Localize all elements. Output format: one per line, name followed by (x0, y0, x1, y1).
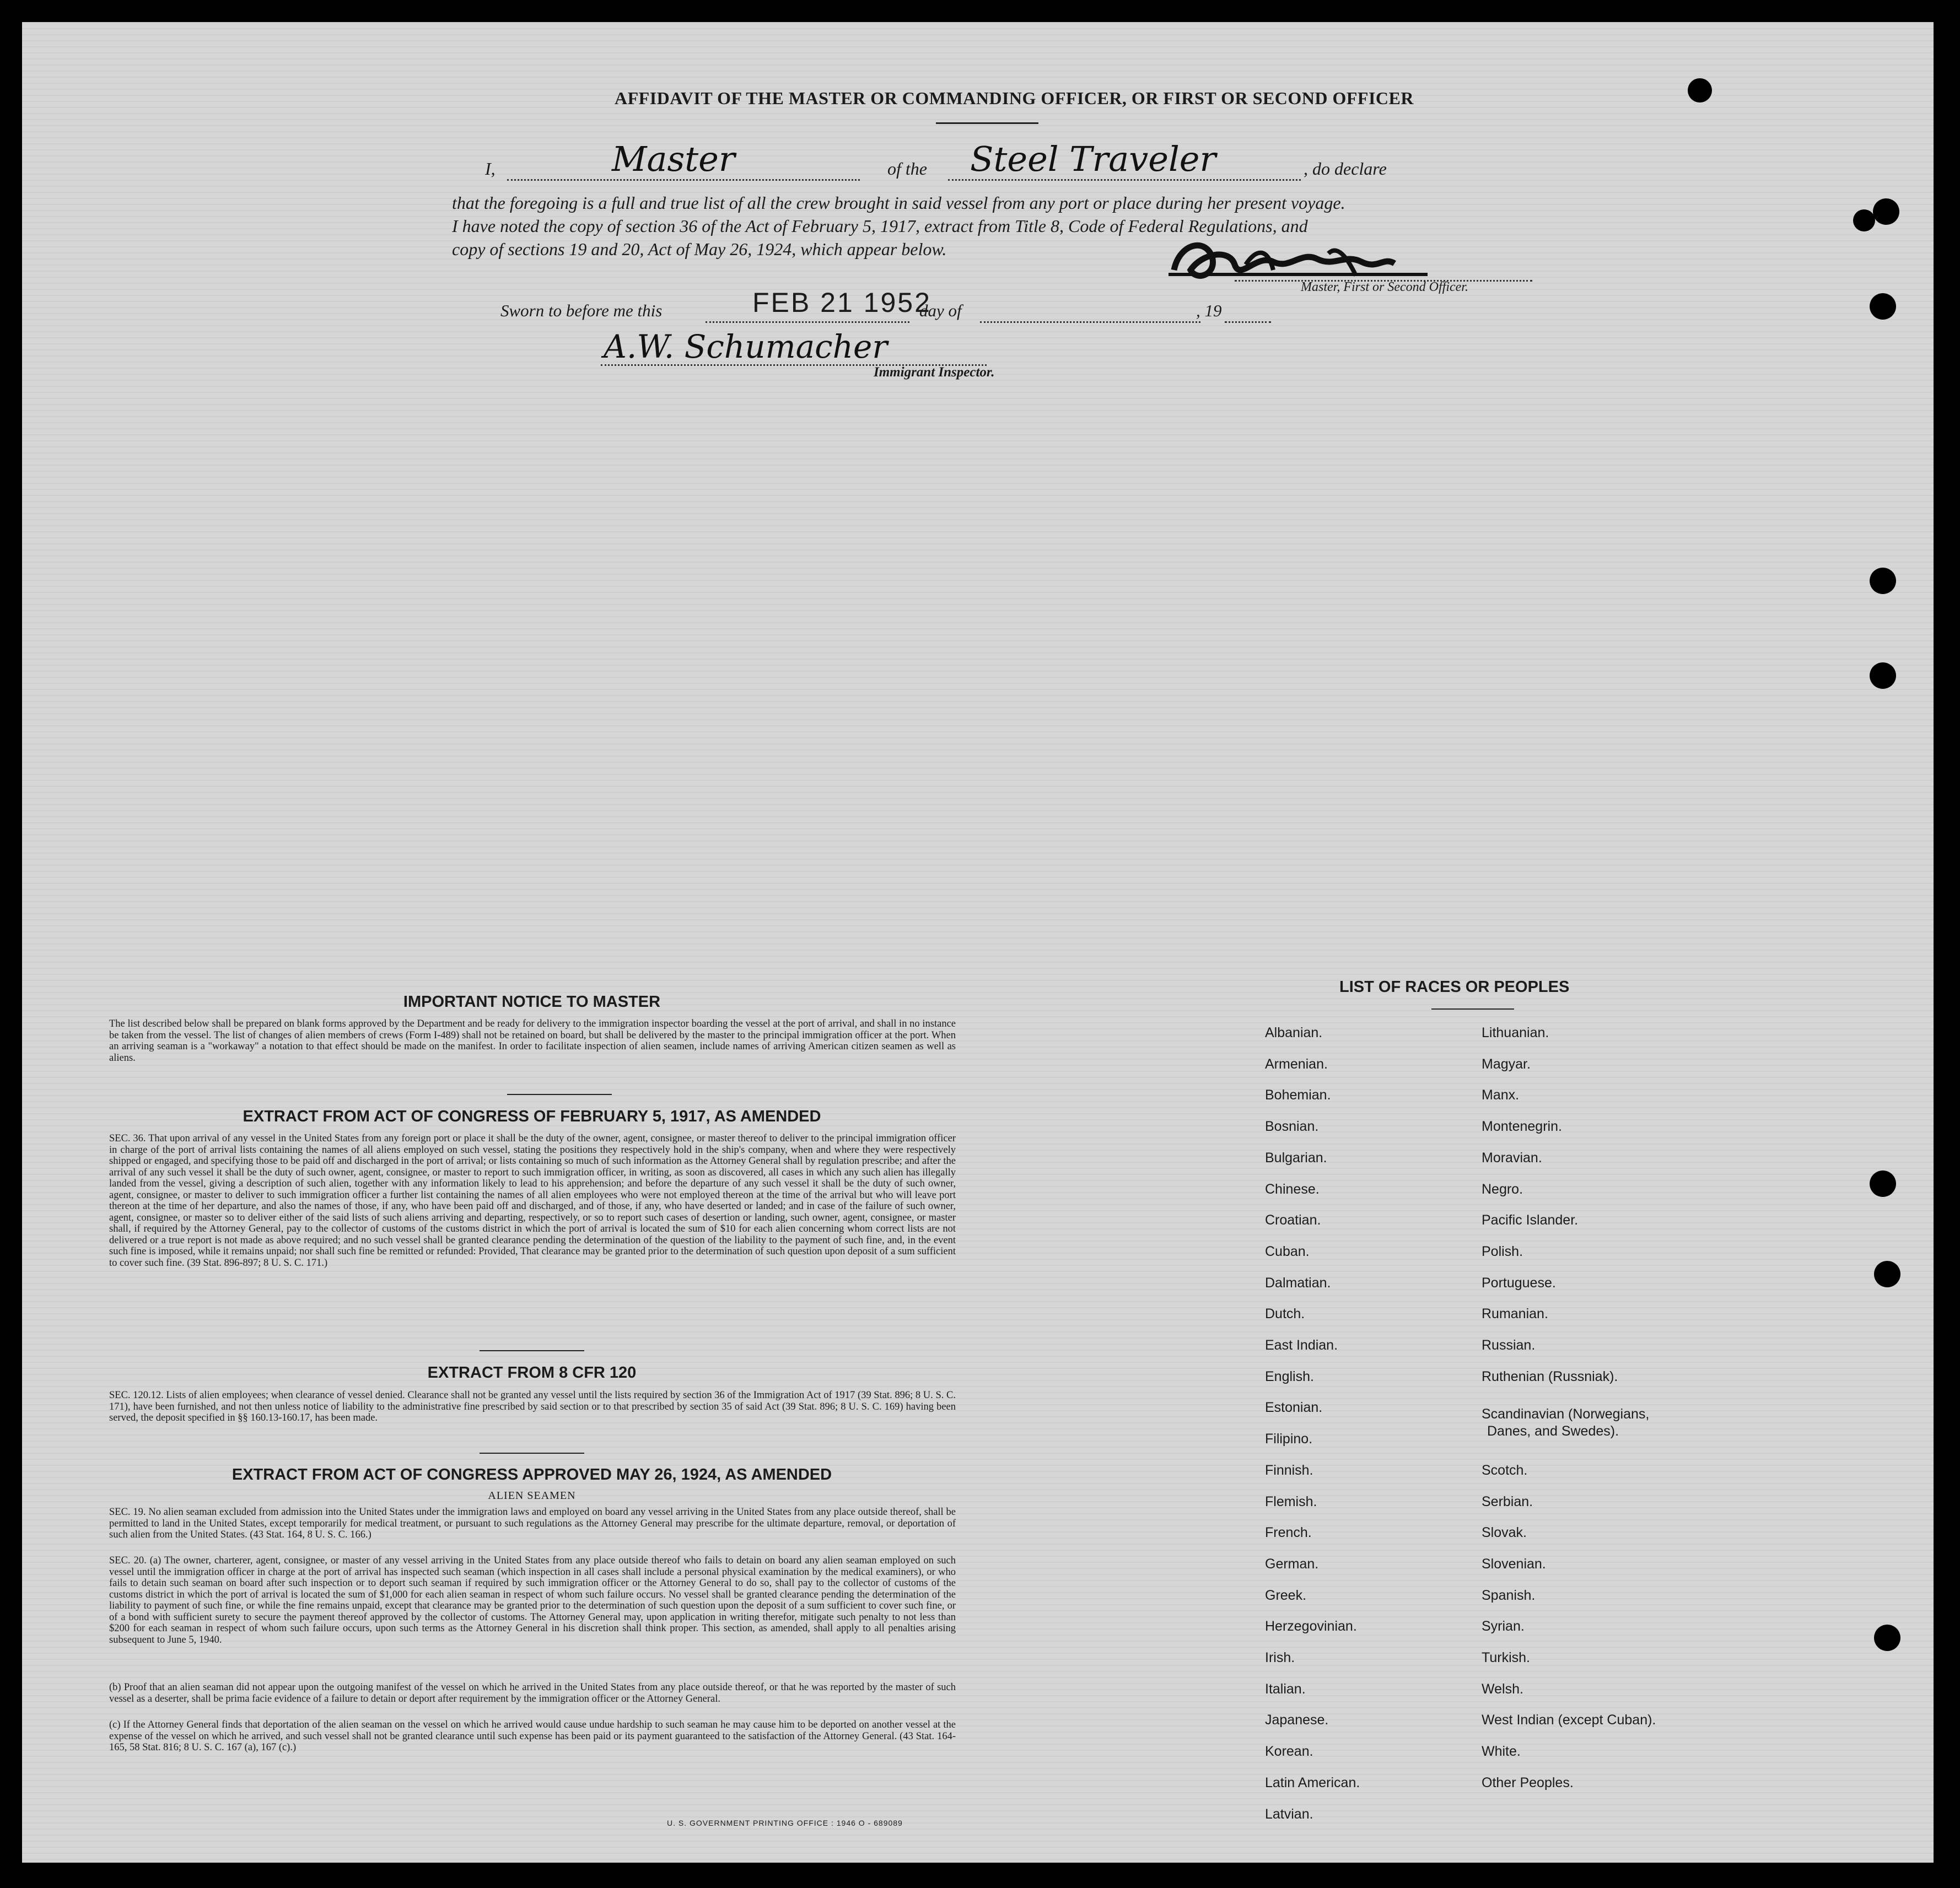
extract1-heading: EXTRACT FROM ACT OF CONGRESS OF FEBRUARY 5, 1917, AS AMENDED (243, 1108, 821, 1125)
signature-label: Master, First or Second Officer. (1301, 280, 1468, 294)
race-item-left: Greek. (1265, 1587, 1307, 1603)
race-item-right: Pacific Islander. (1482, 1212, 1579, 1228)
race-item-right: Other Peoples. (1482, 1774, 1574, 1790)
race-item-left: Bulgarian. (1265, 1150, 1327, 1166)
sworn-mid: day of (919, 301, 962, 320)
race-item-right: Welsh. (1482, 1681, 1523, 1697)
race-item-left: Latvian. (1265, 1806, 1313, 1822)
sworn-prefix: Sworn to before me this (500, 301, 663, 320)
punch-hole (1874, 1261, 1900, 1287)
punch-hole (1688, 78, 1712, 103)
extract3-sec20c: (c) If the Attorney General finds that deportation of the alien seaman on the vessel on which he arrived would cause undue hardship to such seaman he may cause him to be deported on another vessel at the expense of the vessel on which he arrived, and such vessel shall not be granted clearance until such expense has been paid or its payment guaranteed to the satisfaction of the Attorney General. (43 Stat. 164-165, 58 Stat. 816; 8 U. S. C. 167 (a), 167 (c).) (109, 1719, 956, 1753)
race-item-left: Korean. (1265, 1744, 1313, 1760)
race-item-right: Slovak. (1482, 1525, 1527, 1541)
race-item-right: Moravian. (1482, 1150, 1542, 1166)
inspector-signature: A.W. Schumacher (604, 328, 888, 365)
race-item-right: Negro. (1482, 1181, 1523, 1197)
race-item-left: Cuban. (1265, 1243, 1310, 1259)
race-item-right: Scandinavian (Norwegians, (1482, 1406, 1650, 1422)
inspector-label: Immigrant Inspector. (874, 365, 995, 380)
divider (480, 1453, 584, 1454)
race-item-right: Portuguese. (1482, 1275, 1556, 1291)
affidavit-title: AFFIDAVIT OF THE MASTER OR COMMANDING OFFICER, OR FIRST OR SECOND OFFICER (615, 88, 1414, 108)
sworn-year-blank (1225, 321, 1271, 323)
declaration-line-4: copy of sections 19 and 20, Act of May 26, 1924, which appear below. (452, 239, 947, 259)
punch-hole (1873, 198, 1899, 225)
race-item-right: Ruthenian (Russniak). (1482, 1368, 1618, 1384)
race-item-left: Croatian. (1265, 1212, 1321, 1228)
declaration-line-3: I have noted the copy of section 36 of the Act of February 5, 1917, extract from Title 8, Code of Federal Regulations, and (452, 216, 1308, 236)
race-item-left: Bohemian. (1265, 1087, 1331, 1103)
race-item-left: Italian. (1265, 1681, 1306, 1697)
race-item-left: East Indian. (1265, 1337, 1338, 1353)
master-name-handwritten: Master (612, 139, 735, 179)
race-item-right: Polish. (1482, 1243, 1523, 1259)
divider (936, 122, 1038, 124)
divider (480, 1350, 584, 1351)
race-item-right: West Indian (except Cuban). (1482, 1712, 1656, 1728)
punch-hole (1853, 209, 1875, 231)
race-item-left: Finnish. (1265, 1462, 1313, 1478)
race-item-right: Syrian. (1482, 1619, 1525, 1635)
extract3-sec19: SEC. 19. No alien seaman excluded from admission into the United States under the immigration laws and employed on board any vessel arriving in the United States from any place outside thereof, shall be permitted to land in the United States, except temporarily for medical treatment, or pursuant to such regulations as the Attorney General may prescribe for the ultimate departure, removal, or deportation of such alien from the United States. (43 Stat. 164, 8 U. S. C. 166.) (109, 1507, 956, 1540)
form-sheet (22, 22, 1934, 1863)
printing-office-footer: U. S. GOVERNMENT PRINTING OFFICE : 1946 O - 689089 (667, 1819, 903, 1827)
notice-heading: IMPORTANT NOTICE TO MASTER (403, 993, 661, 1011)
extract3-sec20a: SEC. 20. (a) The owner, charterer, agent, consignee, or master of any vessel arriving in the United States from any place outside thereof who fails to detain on board any alien seaman employed on such vessel until the immigration officer in charge at the port of arrival has inspected such seaman (which inspection in all cases shall include a personal physical examination by the medical examiners), or who fails to detain such seaman on board after such inspection or to deport such seaman if required by such immigration officer or the Attorney General to do so, shall pay to the collector of customs of the customs district in which the port of arrival is located the sum of $1,000 for each alien seaman in respect of whom such failure occurs. No vessel shall be granted clearance pending the determination of the liability to payment of such fine, or while the fine remains unpaid, except that clearance may be granted prior to the determination of such question upon the deposit of a sum sufficient to cover such fine, or of a bond with sufficient surety to secure the payment thereof approved by the collector of customs. The Attorney General may, upon application in writing therefor, mitigate such penalty to not less than $200 for each seaman in respect of whom such failure occurs, upon such terms as the Attorney General in his discretion shall think proper. This section, as amended, shall apply to all penalties arising subsequent to June 5, 1940. (109, 1555, 956, 1646)
punch-hole (1870, 662, 1896, 689)
declaration-line-2: that the foregoing is a full and true list of all the crew brought in said vessel from any port or place during her present voyage. (452, 193, 1345, 213)
race-item-left: Chinese. (1265, 1181, 1320, 1197)
race-item-right: Montenegrin. (1482, 1119, 1562, 1135)
declare-text: , do declare (1304, 159, 1387, 179)
of-the-text: of the (887, 159, 927, 179)
race-item-left: Herzegovinian. (1265, 1619, 1357, 1635)
punch-hole (1870, 568, 1896, 594)
race-item-left: Estonian. (1265, 1400, 1323, 1416)
sworn-date-stamp: FEB 21 1952 (752, 287, 931, 318)
notice-text: The list described below shall be prepared on blank forms approved by the Department and be ready for delivery to the immigration inspector boarding the vessel at the port of arrival, and shall in no instance be taken from the vessel. The list of changes of alien members of crews (Form I-489) shall not be retained on board, but shall be delivered by the master to the principal immigration officer at the port. When an arriving seaman is a "workaway" a notation to that effect should be made on the manifest. In order to facilitate inspection of alien seamen, include names of arriving American citizen seamen as well as aliens. (109, 1018, 956, 1064)
race-item-right: Danes, and Swedes). (1487, 1423, 1619, 1439)
extract3-subheading: ALIEN SEAMEN (488, 1490, 576, 1502)
extract2-text: SEC. 120.12. Lists of alien employees; when clearance of vessel denied. Clearance shall not be granted any vessel until the lists required by section 36 of the Immigration Act of 1917 (39 Stat. 896; 8 U. S. C. 171), have been furnished, and not then unless notice of liability to the administrative fine prescribed by said section or to that prescribed by section 35 of said Act (39 Stat. 896; 8 U. S. C. 169) having been served, the deposit specified in §§ 160.13-160.17, has been made. (109, 1390, 956, 1423)
race-item-left: Irish. (1265, 1650, 1295, 1665)
punch-hole (1870, 293, 1896, 320)
race-item-left: Filipino. (1265, 1431, 1313, 1447)
race-item-right: Magyar. (1482, 1056, 1531, 1072)
race-item-left: Bosnian. (1265, 1119, 1319, 1135)
race-item-right: Spanish. (1482, 1587, 1536, 1603)
sworn-month-blank (980, 321, 1200, 323)
vessel-name-handwritten: Steel Traveler (970, 139, 1216, 179)
divider (1431, 1008, 1514, 1010)
punch-hole (1870, 1170, 1896, 1197)
sworn-day-blank (706, 321, 909, 323)
race-item-left: German. (1265, 1556, 1319, 1572)
race-item-left: Dalmatian. (1265, 1275, 1331, 1291)
race-item-right: Slovenian. (1482, 1556, 1546, 1572)
declaration-line-1 (452, 139, 1554, 188)
sworn-year: , 19 (1196, 301, 1222, 320)
extract1-text: SEC. 36. That upon arrival of any vessel in the United States from any foreign port or place it shall be the duty of the owner, agent, consignee, or master thereof to deliver to the principal immigration officer in charge of the port of arrival lists containing the names of all aliens employed on such vessel, stating the positions they respectively hold in the ship's company, when and where they were respectively shipped or engaged, and specifying those to be paid off and discharged in the port of arrival; or lists containing so much of such information as the Attorney General shall by regulation prescribe; and after the arrival of any such vessel it shall be the duty of such owner, agent, consignee, or master to report to such immigration officer, in writing, as soon as discovered, all cases in which any such alien has illegally landed from the vessel, giving a description of such alien, together with any information likely to lead to his apprehension; and before the departure of any such vessel it shall be the duty of such owner, agent, consignee, or master to deliver to such immigration officer a further list containing the names of all alien employees who were not employed thereon at the time of the arrival but who will leave port thereon at the time of her departure, and also the names of those, if any, who have been paid off and discharged, and of those, if any, who have deserted or landed; and in case of the failure of such owner, agent, consignee, or master so to deliver either of the said lists of such aliens arriving and departing, respectively, or so to report such cases of desertion or landing, such owner, agent, consignee, or master shall, if required by the Attorney General, pay to the collector of customs of the customs district in which the port of arrival is located the sum of $10 for each alien concerning whom correct lists are not delivered or a true report is not made as above required; and no such vessel shall be granted clearance pending the determination of the question of the liability to the payment of such fine, and, in the event such fine is imposed, while it remains unpaid; nor shall such fine be remitted or refunded: Provided, That clearance may be granted prior to the determination of such question upon deposit of a sum sufficient to cover such fine. (39 Stat. 896-897; 8 U. S. C. 171.) (109, 1133, 956, 1269)
race-item-right: Serbian. (1482, 1493, 1533, 1509)
race-item-left: Japanese. (1265, 1712, 1329, 1728)
race-item-left: French. (1265, 1525, 1312, 1541)
race-item-left: Armenian. (1265, 1056, 1328, 1072)
race-item-right: Lithuanian. (1482, 1025, 1549, 1040)
race-item-right: Russian. (1482, 1337, 1536, 1353)
race-item-left: English. (1265, 1368, 1314, 1384)
punch-hole (1874, 1625, 1900, 1651)
race-item-right: White. (1482, 1744, 1521, 1760)
extract3-heading: EXTRACT FROM ACT OF CONGRESS APPROVED MAY 26, 1924, AS AMENDED (231, 1466, 832, 1484)
race-item-right: Rumanian. (1482, 1306, 1548, 1322)
races-heading: LIST OF RACES OR PEOPLES (1339, 978, 1570, 996)
race-item-left: Dutch. (1265, 1306, 1305, 1322)
extract3-sec20b: (b) Proof that an alien seaman did not appear upon the outgoing manifest of the vessel on which he arrived in the United States from any place outside thereof, or that he was reported by the master of such vessel as a deserter, shall be prima facie evidence of a failure to detain or deport after requirement by the immigration officer or the Attorney General. (109, 1682, 956, 1704)
divider (507, 1094, 612, 1095)
race-item-right: Turkish. (1482, 1650, 1530, 1665)
race-item-right: Manx. (1482, 1087, 1520, 1103)
race-item-left: Albanian. (1265, 1025, 1323, 1040)
race-item-left: Latin American. (1265, 1774, 1360, 1790)
race-item-right: Scotch. (1482, 1462, 1528, 1478)
extract2-heading: EXTRACT FROM 8 CFR 120 (427, 1364, 637, 1382)
race-item-left: Flemish. (1265, 1493, 1317, 1509)
declarant-prefix: I, (485, 159, 496, 179)
